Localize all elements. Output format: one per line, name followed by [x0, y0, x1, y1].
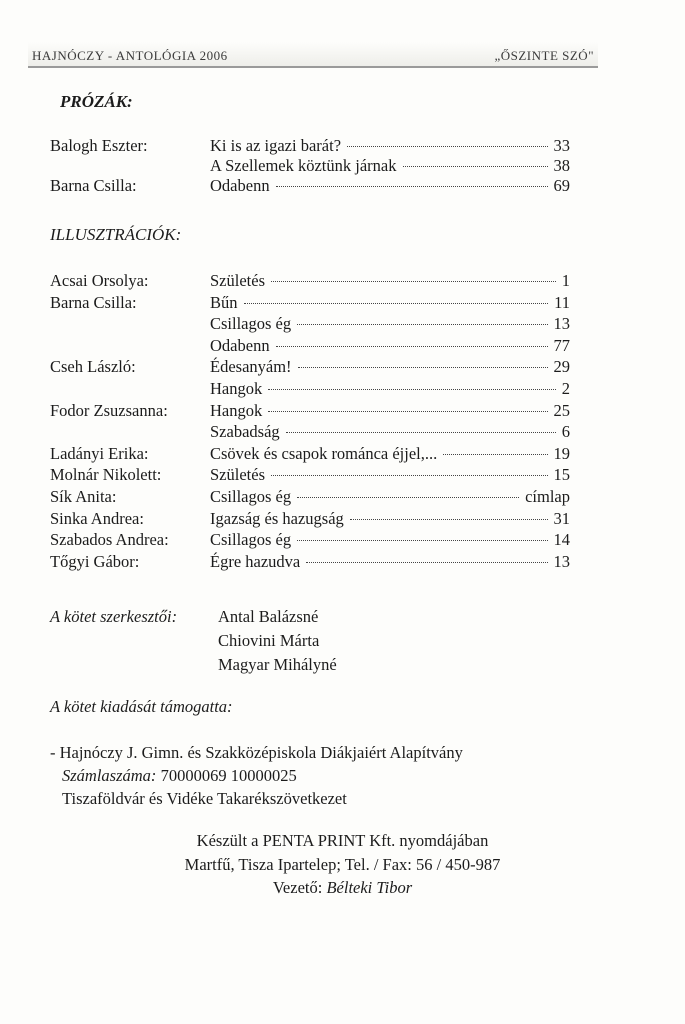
toc-title: Csövek és csapok románca éjjel,... — [210, 443, 438, 463]
toc-entry — [50, 421, 570, 443]
toc-title: Hangok — [210, 400, 263, 420]
toc-page-number: 13 — [553, 314, 570, 334]
toc-leader-dots — [271, 281, 556, 282]
toc-leader-dots — [276, 186, 548, 187]
toc-page-number: 15 — [553, 465, 570, 485]
toc-entry — [50, 135, 570, 157]
toc-entry — [50, 400, 570, 422]
toc-title: Égre hazudva — [210, 551, 301, 571]
editor-name: Antal Balázsné — [218, 607, 319, 626]
header-book-title: „ŐSZINTE SZÓ" — [494, 48, 594, 63]
toc-leader-dots — [297, 324, 547, 325]
toc-entry-line — [210, 443, 570, 465]
toc-author: Cseh László: — [50, 357, 136, 377]
toc-title: Odabenn — [210, 335, 270, 355]
toc-title: Csillagos ég — [210, 530, 292, 550]
editor-name: Magyar Mihályné — [218, 655, 337, 674]
toc-page-number: 13 — [553, 551, 570, 571]
toc-entry — [50, 529, 570, 551]
account-label: Számlaszáma: — [62, 766, 157, 785]
toc-leader-dots — [350, 519, 548, 520]
toc-leader-dots — [297, 540, 547, 541]
toc-leader-dots — [297, 497, 519, 498]
printer-address: Martfű, Tisza Ipartelep; Tel. / Fax: 56 / 450-987 — [184, 855, 501, 874]
toc-author: Tőgyi Gábor: — [50, 551, 140, 571]
support-organization: - Hajnóczy J. Gimn. és Szakközépiskola Diákjaiért Alapítvány — [50, 743, 463, 762]
toc-leader-dots — [276, 346, 548, 347]
toc-author: Szabados Andrea: — [50, 530, 169, 550]
toc-entry-line — [210, 270, 570, 292]
manager-label: Vezető: — [272, 878, 323, 897]
toc-entry — [50, 175, 570, 197]
toc-author: Ladányi Erika: — [50, 443, 149, 463]
toc-author: Barna Csilla: — [50, 292, 137, 312]
toc-title: Születés — [210, 271, 265, 290]
toc-entry-line — [210, 421, 570, 443]
toc-entry — [50, 508, 570, 530]
prose-heading: PRÓZÁK: — [60, 92, 133, 111]
toc-entry-line — [210, 135, 570, 157]
printer-line: Készült a PENTA PRINT Kft. nyomdájában — [196, 831, 489, 850]
toc-author: Molnár Nikolett: — [50, 465, 162, 485]
toc-page-number: 25 — [553, 400, 570, 420]
toc-entry — [50, 486, 570, 508]
toc-title: Szabadság — [210, 422, 280, 442]
toc-entry-line — [210, 464, 570, 486]
toc-title: Csillagos ég — [210, 314, 292, 334]
toc-entry-line — [210, 529, 570, 551]
support-label: A kötet kiadását támogatta: — [50, 697, 233, 716]
toc-page-number: 11 — [554, 292, 570, 312]
toc-entry — [50, 551, 570, 573]
toc-title: A Szellemek köztünk járnak — [210, 156, 397, 175]
toc-leader-dots — [268, 411, 547, 412]
toc-page-number: 19 — [553, 443, 570, 463]
manager-name: Bélteki Tibor — [326, 878, 413, 897]
toc-entry-line — [210, 400, 570, 422]
toc-page-number: címlap — [525, 487, 570, 506]
toc-entry — [50, 292, 570, 314]
toc-entry-line — [210, 292, 570, 314]
toc-entry — [50, 313, 570, 335]
account-number: 70000069 10000025 — [160, 766, 297, 785]
page-header — [28, 42, 598, 68]
toc-page-number: 1 — [561, 271, 570, 290]
printer-manager — [0, 878, 685, 898]
toc-entry — [50, 356, 570, 378]
toc-title: Odabenn — [210, 176, 270, 195]
toc-page-number: 14 — [553, 530, 570, 550]
toc-entry-line — [210, 486, 570, 508]
toc-author: Sinka Andrea: — [50, 508, 144, 528]
toc-entry-line — [210, 175, 570, 197]
toc-leader-dots — [271, 475, 548, 476]
toc-page-number: 33 — [553, 136, 570, 155]
editor-name: Chiovini Márta — [218, 631, 320, 650]
toc-entry-line — [210, 508, 570, 530]
header-anthology-title: HAJNÓCZY - ANTOLÓGIA 2006 — [32, 48, 228, 63]
toc-title: Bűn — [210, 292, 238, 312]
toc-entry — [50, 155, 570, 177]
bank-name: Tiszaföldvár és Vidéke Takarékszövetkezet — [62, 789, 347, 808]
toc-author: Barna Csilla: — [50, 176, 137, 195]
toc-leader-dots — [306, 562, 547, 563]
toc-author: Acsai Orsolya: — [50, 271, 149, 290]
toc-author: Fodor Zsuzsanna: — [50, 400, 168, 420]
toc-page-number: 69 — [553, 176, 570, 195]
toc-page-number: 2 — [561, 379, 570, 398]
toc-leader-dots — [403, 166, 548, 167]
toc-page-number: 29 — [553, 357, 570, 377]
toc-author: Sík Anita: — [50, 487, 117, 506]
toc-page-number: 6 — [561, 422, 570, 442]
editors-label: A kötet szerkesztői: — [50, 607, 178, 626]
toc-title: Születés — [210, 465, 265, 485]
toc-title: Csillagos ég — [210, 487, 292, 506]
toc-entry — [50, 443, 570, 465]
toc-entry — [50, 270, 570, 292]
toc-leader-dots — [286, 432, 556, 433]
toc-entry — [50, 335, 570, 357]
toc-entry-line — [210, 335, 570, 357]
toc-title: Igazság és hazugság — [210, 508, 344, 528]
toc-author: Balogh Eszter: — [50, 136, 148, 155]
toc-page-number: 31 — [553, 508, 570, 528]
toc-entry — [50, 378, 570, 400]
toc-entry-line — [210, 313, 570, 335]
illustrations-heading: ILLUSZTRÁCIÓK: — [50, 225, 182, 244]
toc-leader-dots — [347, 146, 547, 147]
toc-title: Ki is az igazi barát? — [210, 136, 342, 155]
toc-title: Hangok — [210, 379, 263, 398]
toc-leader-dots — [443, 454, 547, 455]
toc-leader-dots — [298, 367, 548, 368]
toc-page-number: 77 — [553, 335, 570, 355]
toc-entry-line — [210, 356, 570, 378]
toc-leader-dots — [268, 389, 556, 390]
account-line — [62, 766, 297, 786]
toc-entry-line — [210, 155, 570, 177]
toc-page-number: 38 — [553, 156, 570, 175]
toc-title: Édesanyám! — [210, 357, 292, 377]
toc-entry-line — [210, 551, 570, 573]
toc-entry-line — [210, 378, 570, 400]
toc-leader-dots — [244, 303, 549, 304]
toc-entry — [50, 464, 570, 486]
